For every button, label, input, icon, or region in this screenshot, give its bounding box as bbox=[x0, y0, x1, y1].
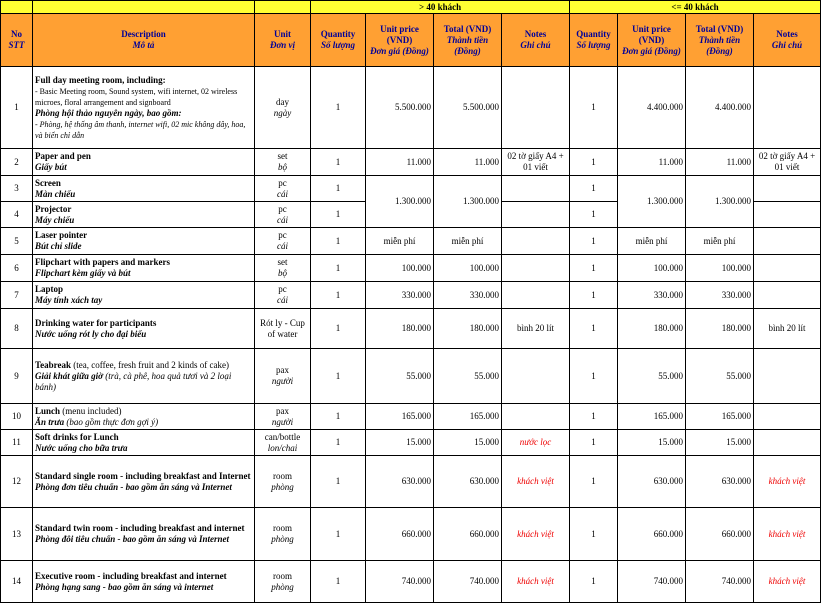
row-notes: 02 tờ giấy A4 + 01 viết bbox=[754, 149, 821, 176]
row-notes: khách việt bbox=[754, 561, 821, 603]
row-quantity: 1 bbox=[570, 508, 618, 561]
row-notes: bình 20 lít bbox=[754, 309, 821, 349]
row-unit: room phòng bbox=[255, 561, 311, 603]
row-notes bbox=[754, 404, 821, 430]
row-unit: set bộ bbox=[255, 255, 311, 282]
table-row bbox=[1, 349, 821, 404]
group-header-row bbox=[1, 1, 821, 14]
row-description: Standard single room - including breakfast and Internet Phòng đơn tiêu chuẩn - bao gồm ăn sáng và Internet bbox=[33, 456, 255, 508]
row-unit-price: 100.000 bbox=[618, 255, 686, 282]
row-description: Laser pointer Bút chỉ slide bbox=[33, 228, 255, 255]
row-unit-price: 100.000 bbox=[366, 255, 434, 282]
col-notes-b: Notes Ghi chú bbox=[754, 14, 821, 67]
col-total-b: Total (VND) Thành tiền (Đồng) bbox=[686, 14, 754, 67]
row-notes bbox=[502, 255, 570, 282]
row-total: 11.000 bbox=[686, 149, 754, 176]
group-over-40: > 40 khách bbox=[311, 1, 570, 14]
row-unit: set bộ bbox=[255, 149, 311, 176]
row-notes: khách việt bbox=[502, 456, 570, 508]
col-unit-price-a: Unit price (VND) Đơn giá (Đồng) bbox=[366, 14, 434, 67]
row-notes: 02 tờ giấy A4 + 01 viết bbox=[502, 149, 570, 176]
row-total: 165.000 bbox=[434, 404, 502, 430]
row-quantity: 1 bbox=[311, 282, 366, 309]
row-unit-price: 15.000 bbox=[366, 430, 434, 456]
table-row bbox=[1, 176, 821, 202]
row-unit-price: 630.000 bbox=[618, 456, 686, 508]
table-row bbox=[1, 228, 821, 255]
row-unit-price: 740.000 bbox=[618, 561, 686, 603]
row-notes: khách việt bbox=[754, 508, 821, 561]
row-total: 660.000 bbox=[434, 508, 502, 561]
row-total: 1.300.000 bbox=[434, 176, 502, 228]
row-unit-price: 165.000 bbox=[618, 404, 686, 430]
row-notes: khách việt bbox=[754, 456, 821, 508]
row-unit: can/bottle lon/chai bbox=[255, 430, 311, 456]
row-unit: pc cái bbox=[255, 282, 311, 309]
col-description: Description Mô tả bbox=[33, 14, 255, 67]
row-number: 12 bbox=[1, 456, 33, 508]
row-unit-price: 660.000 bbox=[618, 508, 686, 561]
row-notes: khách việt bbox=[502, 561, 570, 603]
row-notes bbox=[502, 349, 570, 404]
column-header-row bbox=[1, 14, 821, 67]
row-unit-price: 11.000 bbox=[366, 149, 434, 176]
row-total: 5.500.000 bbox=[434, 67, 502, 149]
row-number: 5 bbox=[1, 228, 33, 255]
row-total: 100.000 bbox=[686, 255, 754, 282]
row-total: 11.000 bbox=[434, 149, 502, 176]
row-number: 11 bbox=[1, 430, 33, 456]
row-quantity: 1 bbox=[570, 176, 618, 202]
row-quantity: 1 bbox=[311, 404, 366, 430]
row-notes: nước lọc bbox=[502, 430, 570, 456]
row-quantity: 1 bbox=[311, 430, 366, 456]
row-notes bbox=[754, 255, 821, 282]
row-unit-price: 1.300.000 bbox=[618, 176, 686, 228]
row-notes bbox=[502, 176, 570, 202]
row-description: Drinking water for participants Nước uống rót ly cho đại biểu bbox=[33, 309, 255, 349]
row-description: Full day meeting room, including: - Basic Meeting room, Sound system, wifi internet, 02 wireless microes, floral arrangement and signboard Phòng hội thảo nguyên ngày, bao gồm: - Phòng, hệ thống âm thanh, internet wifi, 02 mic không dây, hoa, và biển chỉ dẫn bbox=[33, 67, 255, 149]
table-row bbox=[1, 430, 821, 456]
table-row bbox=[1, 282, 821, 309]
row-quantity: 1 bbox=[311, 176, 366, 202]
row-number: 8 bbox=[1, 309, 33, 349]
row-number: 3 bbox=[1, 176, 33, 202]
row-unit: pc cái bbox=[255, 176, 311, 202]
row-total: 630.000 bbox=[434, 456, 502, 508]
row-unit-price: 15.000 bbox=[618, 430, 686, 456]
col-notes-a: Notes Ghi chú bbox=[502, 14, 570, 67]
row-unit-price: 5.500.000 bbox=[366, 67, 434, 149]
row-notes bbox=[502, 202, 570, 228]
row-unit-price: 11.000 bbox=[618, 149, 686, 176]
row-quantity: 1 bbox=[311, 228, 366, 255]
row-number: 1 bbox=[1, 67, 33, 149]
row-unit: pax người bbox=[255, 349, 311, 404]
col-no: No STT bbox=[1, 14, 33, 67]
row-total: 165.000 bbox=[686, 404, 754, 430]
row-number: 10 bbox=[1, 404, 33, 430]
row-total: 1.300.000 bbox=[686, 176, 754, 228]
row-notes bbox=[502, 228, 570, 255]
row-unit: room phòng bbox=[255, 456, 311, 508]
row-quantity: 1 bbox=[570, 561, 618, 603]
row-notes bbox=[502, 282, 570, 309]
col-unit: Unit Đơn vị bbox=[255, 14, 311, 67]
row-number: 2 bbox=[1, 149, 33, 176]
row-quantity: 1 bbox=[570, 349, 618, 404]
row-quantity: 1 bbox=[311, 309, 366, 349]
row-unit: pc cái bbox=[255, 228, 311, 255]
row-number: 14 bbox=[1, 561, 33, 603]
row-description: Soft drinks for Lunch Nước uống cho bữa trưa bbox=[33, 430, 255, 456]
row-quantity: 1 bbox=[570, 149, 618, 176]
row-description: Lunch (menu included) Ăn trưa (bao gồm thực đơn gợi ý) bbox=[33, 404, 255, 430]
row-notes: khách việt bbox=[502, 508, 570, 561]
row-description: Screen Màn chiếu bbox=[33, 176, 255, 202]
row-unit-price: 4.400.000 bbox=[618, 67, 686, 149]
row-quantity: 1 bbox=[311, 149, 366, 176]
row-description: Teabreak (tea, coffee, fresh fruit and 2 kinds of cake) Giải khát giữa giờ (trà, cà phê, hoa quả tươi và 2 loại bánh) bbox=[33, 349, 255, 404]
table-row bbox=[1, 255, 821, 282]
row-notes bbox=[754, 349, 821, 404]
row-quantity: 1 bbox=[570, 282, 618, 309]
row-quantity: 1 bbox=[311, 202, 366, 228]
row-quantity: 1 bbox=[311, 255, 366, 282]
row-notes bbox=[754, 430, 821, 456]
table-row bbox=[1, 149, 821, 176]
row-total: 55.000 bbox=[434, 349, 502, 404]
row-notes bbox=[502, 67, 570, 149]
row-total: 180.000 bbox=[434, 309, 502, 349]
group-under-40: <= 40 khách bbox=[570, 1, 821, 14]
row-notes bbox=[502, 404, 570, 430]
row-notes bbox=[754, 202, 821, 228]
row-number: 6 bbox=[1, 255, 33, 282]
col-unit-price-b: Unit price (VND) Đơn giá (Đồng) bbox=[618, 14, 686, 67]
row-quantity: 1 bbox=[570, 202, 618, 228]
row-total: 660.000 bbox=[686, 508, 754, 561]
table-row bbox=[1, 309, 821, 349]
row-notes bbox=[754, 228, 821, 255]
row-description: Executive room - including breakfast and internet Phòng hạng sang - bao gồm ăn sáng và internet bbox=[33, 561, 255, 603]
row-quantity: 1 bbox=[570, 430, 618, 456]
row-total: 4.400.000 bbox=[686, 67, 754, 149]
table-row bbox=[1, 456, 821, 508]
col-total-a: Total (VND) Thành tiền (Đồng) bbox=[434, 14, 502, 67]
row-description: Standard twin room - including breakfast and internet Phòng đôi tiêu chuẩn - bao gồm ăn sáng và Internet bbox=[33, 508, 255, 561]
row-notes bbox=[754, 282, 821, 309]
row-quantity: 1 bbox=[311, 456, 366, 508]
row-total: 100.000 bbox=[434, 255, 502, 282]
row-total: 630.000 bbox=[686, 456, 754, 508]
row-quantity: 1 bbox=[311, 67, 366, 149]
row-quantity: 1 bbox=[570, 255, 618, 282]
row-total: 15.000 bbox=[686, 430, 754, 456]
row-unit-price: 740.000 bbox=[366, 561, 434, 603]
row-description: Laptop Máy tính xách tay bbox=[33, 282, 255, 309]
row-unit: room phòng bbox=[255, 508, 311, 561]
row-quantity: 1 bbox=[311, 561, 366, 603]
row-number: 13 bbox=[1, 508, 33, 561]
row-unit-price: miễn phí bbox=[366, 228, 434, 255]
row-description: Projector Máy chiếu bbox=[33, 202, 255, 228]
row-total: 55.000 bbox=[686, 349, 754, 404]
row-total: 740.000 bbox=[434, 561, 502, 603]
row-unit-price: 165.000 bbox=[366, 404, 434, 430]
row-number: 7 bbox=[1, 282, 33, 309]
row-total: miễn phí bbox=[686, 228, 754, 255]
row-quantity: 1 bbox=[570, 309, 618, 349]
row-quantity: 1 bbox=[570, 456, 618, 508]
row-unit: day ngày bbox=[255, 67, 311, 149]
col-quantity-a: Quantity Số lượng bbox=[311, 14, 366, 67]
row-unit-price: 180.000 bbox=[618, 309, 686, 349]
row-description: Flipchart with papers and markers Flipchart kèm giấy và bút bbox=[33, 255, 255, 282]
row-total: 330.000 bbox=[434, 282, 502, 309]
row-quantity: 1 bbox=[311, 508, 366, 561]
row-total: 330.000 bbox=[686, 282, 754, 309]
table-row bbox=[1, 67, 821, 149]
row-unit-price: miễn phí bbox=[618, 228, 686, 255]
row-unit-price: 180.000 bbox=[366, 309, 434, 349]
row-total: 740.000 bbox=[686, 561, 754, 603]
row-unit-price: 630.000 bbox=[366, 456, 434, 508]
row-quantity: 1 bbox=[311, 349, 366, 404]
row-quantity: 1 bbox=[570, 404, 618, 430]
row-number: 4 bbox=[1, 202, 33, 228]
row-quantity: 1 bbox=[570, 228, 618, 255]
row-quantity: 1 bbox=[570, 67, 618, 149]
row-unit-price: 660.000 bbox=[366, 508, 434, 561]
row-unit: Rót ly - Cup of water bbox=[255, 309, 311, 349]
row-notes bbox=[754, 67, 821, 149]
row-unit-price: 1.300.000 bbox=[366, 176, 434, 228]
table-row bbox=[1, 508, 821, 561]
table-row bbox=[1, 404, 821, 430]
row-unit-price: 55.000 bbox=[366, 349, 434, 404]
row-total: 180.000 bbox=[686, 309, 754, 349]
row-notes bbox=[754, 176, 821, 202]
table-row bbox=[1, 561, 821, 603]
row-unit-price: 55.000 bbox=[618, 349, 686, 404]
row-unit: pax người bbox=[255, 404, 311, 430]
row-unit: pc cái bbox=[255, 202, 311, 228]
row-description: Paper and pen Giấy bút bbox=[33, 149, 255, 176]
row-notes: bình 20 lít bbox=[502, 309, 570, 349]
row-total: 15.000 bbox=[434, 430, 502, 456]
col-quantity-b: Quantity Số lượng bbox=[570, 14, 618, 67]
row-unit-price: 330.000 bbox=[618, 282, 686, 309]
row-unit-price: 330.000 bbox=[366, 282, 434, 309]
row-total: miễn phí bbox=[434, 228, 502, 255]
row-number: 9 bbox=[1, 349, 33, 404]
